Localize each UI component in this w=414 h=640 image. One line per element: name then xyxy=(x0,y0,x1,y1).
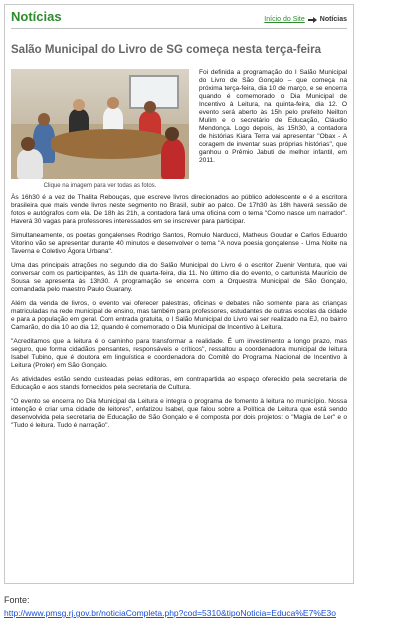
article-paragraph: "Acreditamos que a leitura é o caminho para transformar a realidade. É um investimento a longo prazo, mas seguro, que forma cidadãos pensantes, responsáveis e críticos", ressaltou a coordenadora municipal de leitura Isabel Tubino, que é doutora em linguística e coordenadora do Comitê do Programa Nacional de Incentivo à Leitura (Proler) em São Gonçalo. xyxy=(11,338,347,369)
photo-caption: Clique na imagem para ver todas as fotos. xyxy=(43,183,157,189)
section-title: Notícias xyxy=(11,9,62,24)
article-paragraph: Simultaneamente, os poetas gonçalenses Rodrigo Santos, Romulo Narducci, Matheus Goudar e Carlos Eduardo Vitorino vão se apresentar durante 40 minutos e desenvolver o tema "A nova poesia gonçalense - Uma Noite na Taverna e Coletivo Ágora Urbana". xyxy=(11,232,347,255)
source-label: Fonte: xyxy=(4,595,30,605)
article-intro xyxy=(11,69,347,192)
article-headline: Salão Municipal do Livro de SG começa nesta terça-feira xyxy=(11,44,321,56)
photo-figure xyxy=(11,69,189,190)
article-photo[interactable] xyxy=(11,69,189,179)
news-header xyxy=(11,8,347,29)
article-paragraph: Foi definida a programação do I Salão Municipal do Livro de São Gonçalo – que começa na próxima terça-feira, dia 10 de março, e se encerra quando é comemorado o Dia Municipal de Incentivo à Leitura, na quinta-feira, dia 12. O evento será aberto às 15h pelo prefeito Neilton Mulim e o secretário de Educação, Cláudio Mendonça. Logo depois, às 15h30, a contadora de histórias Kiara Terra vai apresentar "Obax - A coragem de inventar suas próprias histórias", que ganhou o Prêmio Jabuti de melhor infantil, em 2011. xyxy=(199,69,347,164)
article-body xyxy=(11,69,347,430)
breadcrumb xyxy=(264,16,347,25)
article-paragraph: Uma das principais atrações no segundo dia do Salão Municipal do Livro é o escritor Zuenir Ventura, que vai conversar com os participantes, às 11h de quarta-feira, dia 11. No último dia do evento, o cartunista Maurício de Sousa se apresenta às 13h30. A programação se encerra com a Orquestra Municipal de São Gonçalo, comandada pelo maestro Paulo Guarany. xyxy=(11,262,347,293)
article-paragraph: Às 16h30 é a vez de Thalita Rebouças, que escreve livros direcionados ao público adolescente e é a escritora brasileira que mais vende livros neste segmento no Brasil, subir ao palco. De 17h30 às 18h haverá sessão de fotos e autógrafos com ela. De 18h às 21h, a contadora fará uma oficina com o tema "Como nasce um narrador". Haverá 30 vagas para professores interessados em se inscrever para participar. xyxy=(11,194,347,225)
arrow-right-icon xyxy=(308,17,317,23)
breadcrumb-home-link[interactable]: Início do Site xyxy=(264,16,305,23)
news-panel xyxy=(4,4,354,584)
article-paragraph: "O evento se encerra no Dia Municipal da Leitura e integra o programa de fomento à leitura no município. Nossa intenção é criar uma cidade de leitores", enfatizou Isabel, que falou sobre a Política de Leitura que está sendo desenvolvida pela secretaria de Educação de São Gonçalo e é composta por dois projetos: o "Magia de Ler" e o "Tudo é leitura. Tudo é narração". xyxy=(11,398,347,429)
breadcrumb-current: Notícias xyxy=(319,16,347,23)
article-paragraph: As atividades estão sendo custeadas pelas editoras, em contrapartida ao espaço oferecido pela secretaria de Educação e aos stands fornecidos pela secretaria de Cultura. xyxy=(11,376,347,391)
article-paragraph: Além da venda de livros, o evento vai oferecer palestras, oficinas e debates não somente para as crianças matriculadas na rede municipal de ensino, mas também para professores, estudantes de outras escolas da cidade e para a população em geral. Com entrada gratuita, o I Salão Municipal do Livro vai ser realizado na EJ, no bairro Camarão, do dia 10 ao dia 12, quando é comemorado o Dia Municipal de Incentivo à Leitura. xyxy=(11,300,347,331)
source-link[interactable]: http://www.pmsg.rj.gov.br/noticiaCompleta.php?cod=5310&tipoNoticia=Educa%E7%E3o xyxy=(4,608,337,618)
